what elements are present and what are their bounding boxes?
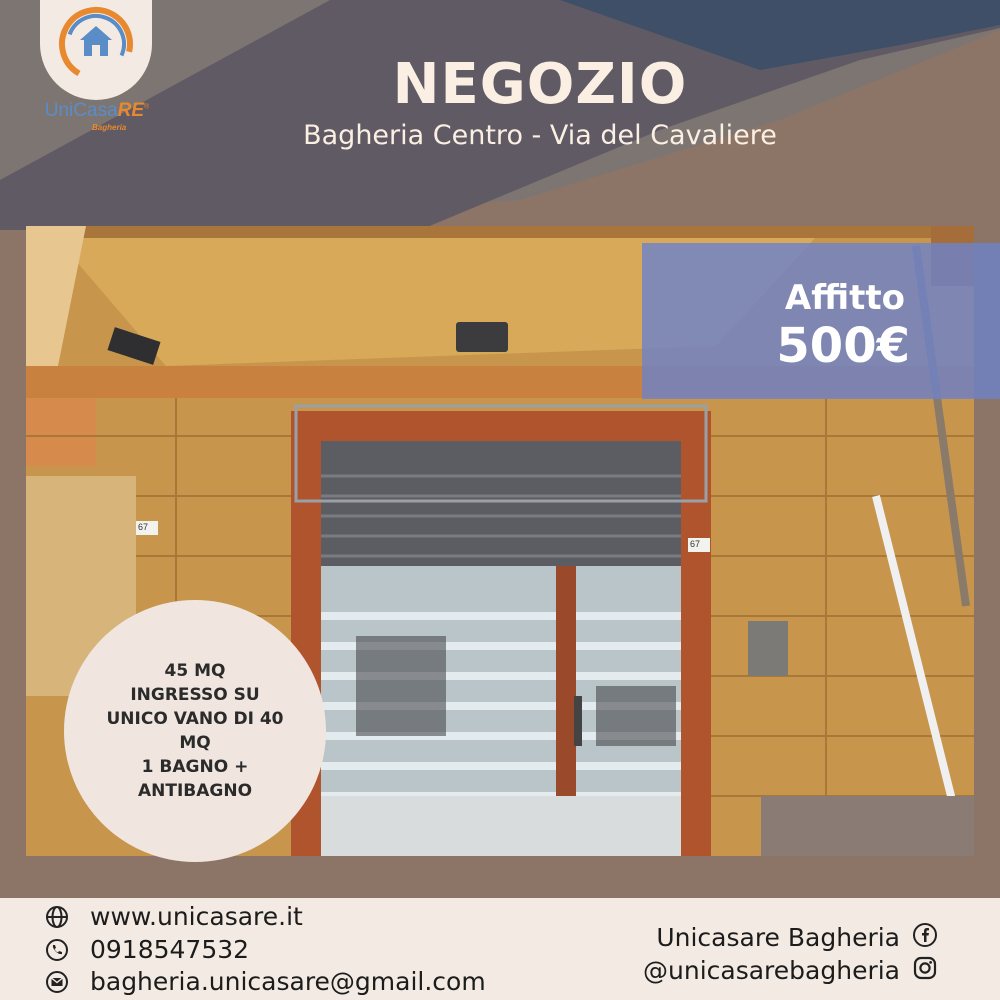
contact-email[interactable] <box>44 967 486 996</box>
social-instagram[interactable] <box>643 955 938 986</box>
street-number-right: 67 <box>690 539 701 549</box>
social-facebook[interactable] <box>656 922 938 953</box>
logo-name-accent: RE <box>117 100 145 121</box>
logo-trademark: ® <box>144 103 150 111</box>
email-icon <box>44 969 70 995</box>
logo <box>22 0 172 140</box>
listing-title: NEGOZIO <box>392 52 688 117</box>
contact-phone[interactable] <box>44 935 249 964</box>
price-label: Affitto <box>784 278 905 318</box>
logo-wordmark <box>22 100 172 122</box>
feature-line: 1 BAGNO + <box>141 757 249 777</box>
logo-badge <box>40 0 152 100</box>
price-value: 500€ <box>776 318 910 374</box>
contact-website[interactable] <box>44 902 303 931</box>
phone-number[interactable]: 0918547532 <box>90 935 250 964</box>
feature-line: MQ <box>179 733 211 753</box>
features-circle <box>64 600 326 862</box>
facebook-icon <box>912 922 938 953</box>
email-link[interactable]: bagheria.unicasare@gmail.com <box>90 967 486 996</box>
house-icon <box>40 0 152 100</box>
feature-line: 45 MQ <box>164 661 226 681</box>
globe-icon <box>44 904 70 930</box>
instagram-icon <box>912 955 938 986</box>
feature-line: UNICO VANO DI 40 <box>106 709 284 729</box>
feature-line: INGRESSO SU <box>130 685 260 705</box>
facebook-handle[interactable]: Unicasare Bagheria <box>656 923 900 952</box>
logo-name-main: UniCasa <box>44 100 118 121</box>
logo-location: Bagheria <box>92 123 127 132</box>
website-link[interactable]: www.unicasare.it <box>90 902 303 931</box>
instagram-handle[interactable]: @unicasarebagheria <box>643 956 900 985</box>
street-number-left: 67 <box>138 522 149 532</box>
feature-line: ANTIBAGNO <box>137 781 253 801</box>
listing-subtitle: Bagheria Centro - Via del Cavaliere <box>303 120 777 151</box>
phone-icon <box>44 937 70 963</box>
